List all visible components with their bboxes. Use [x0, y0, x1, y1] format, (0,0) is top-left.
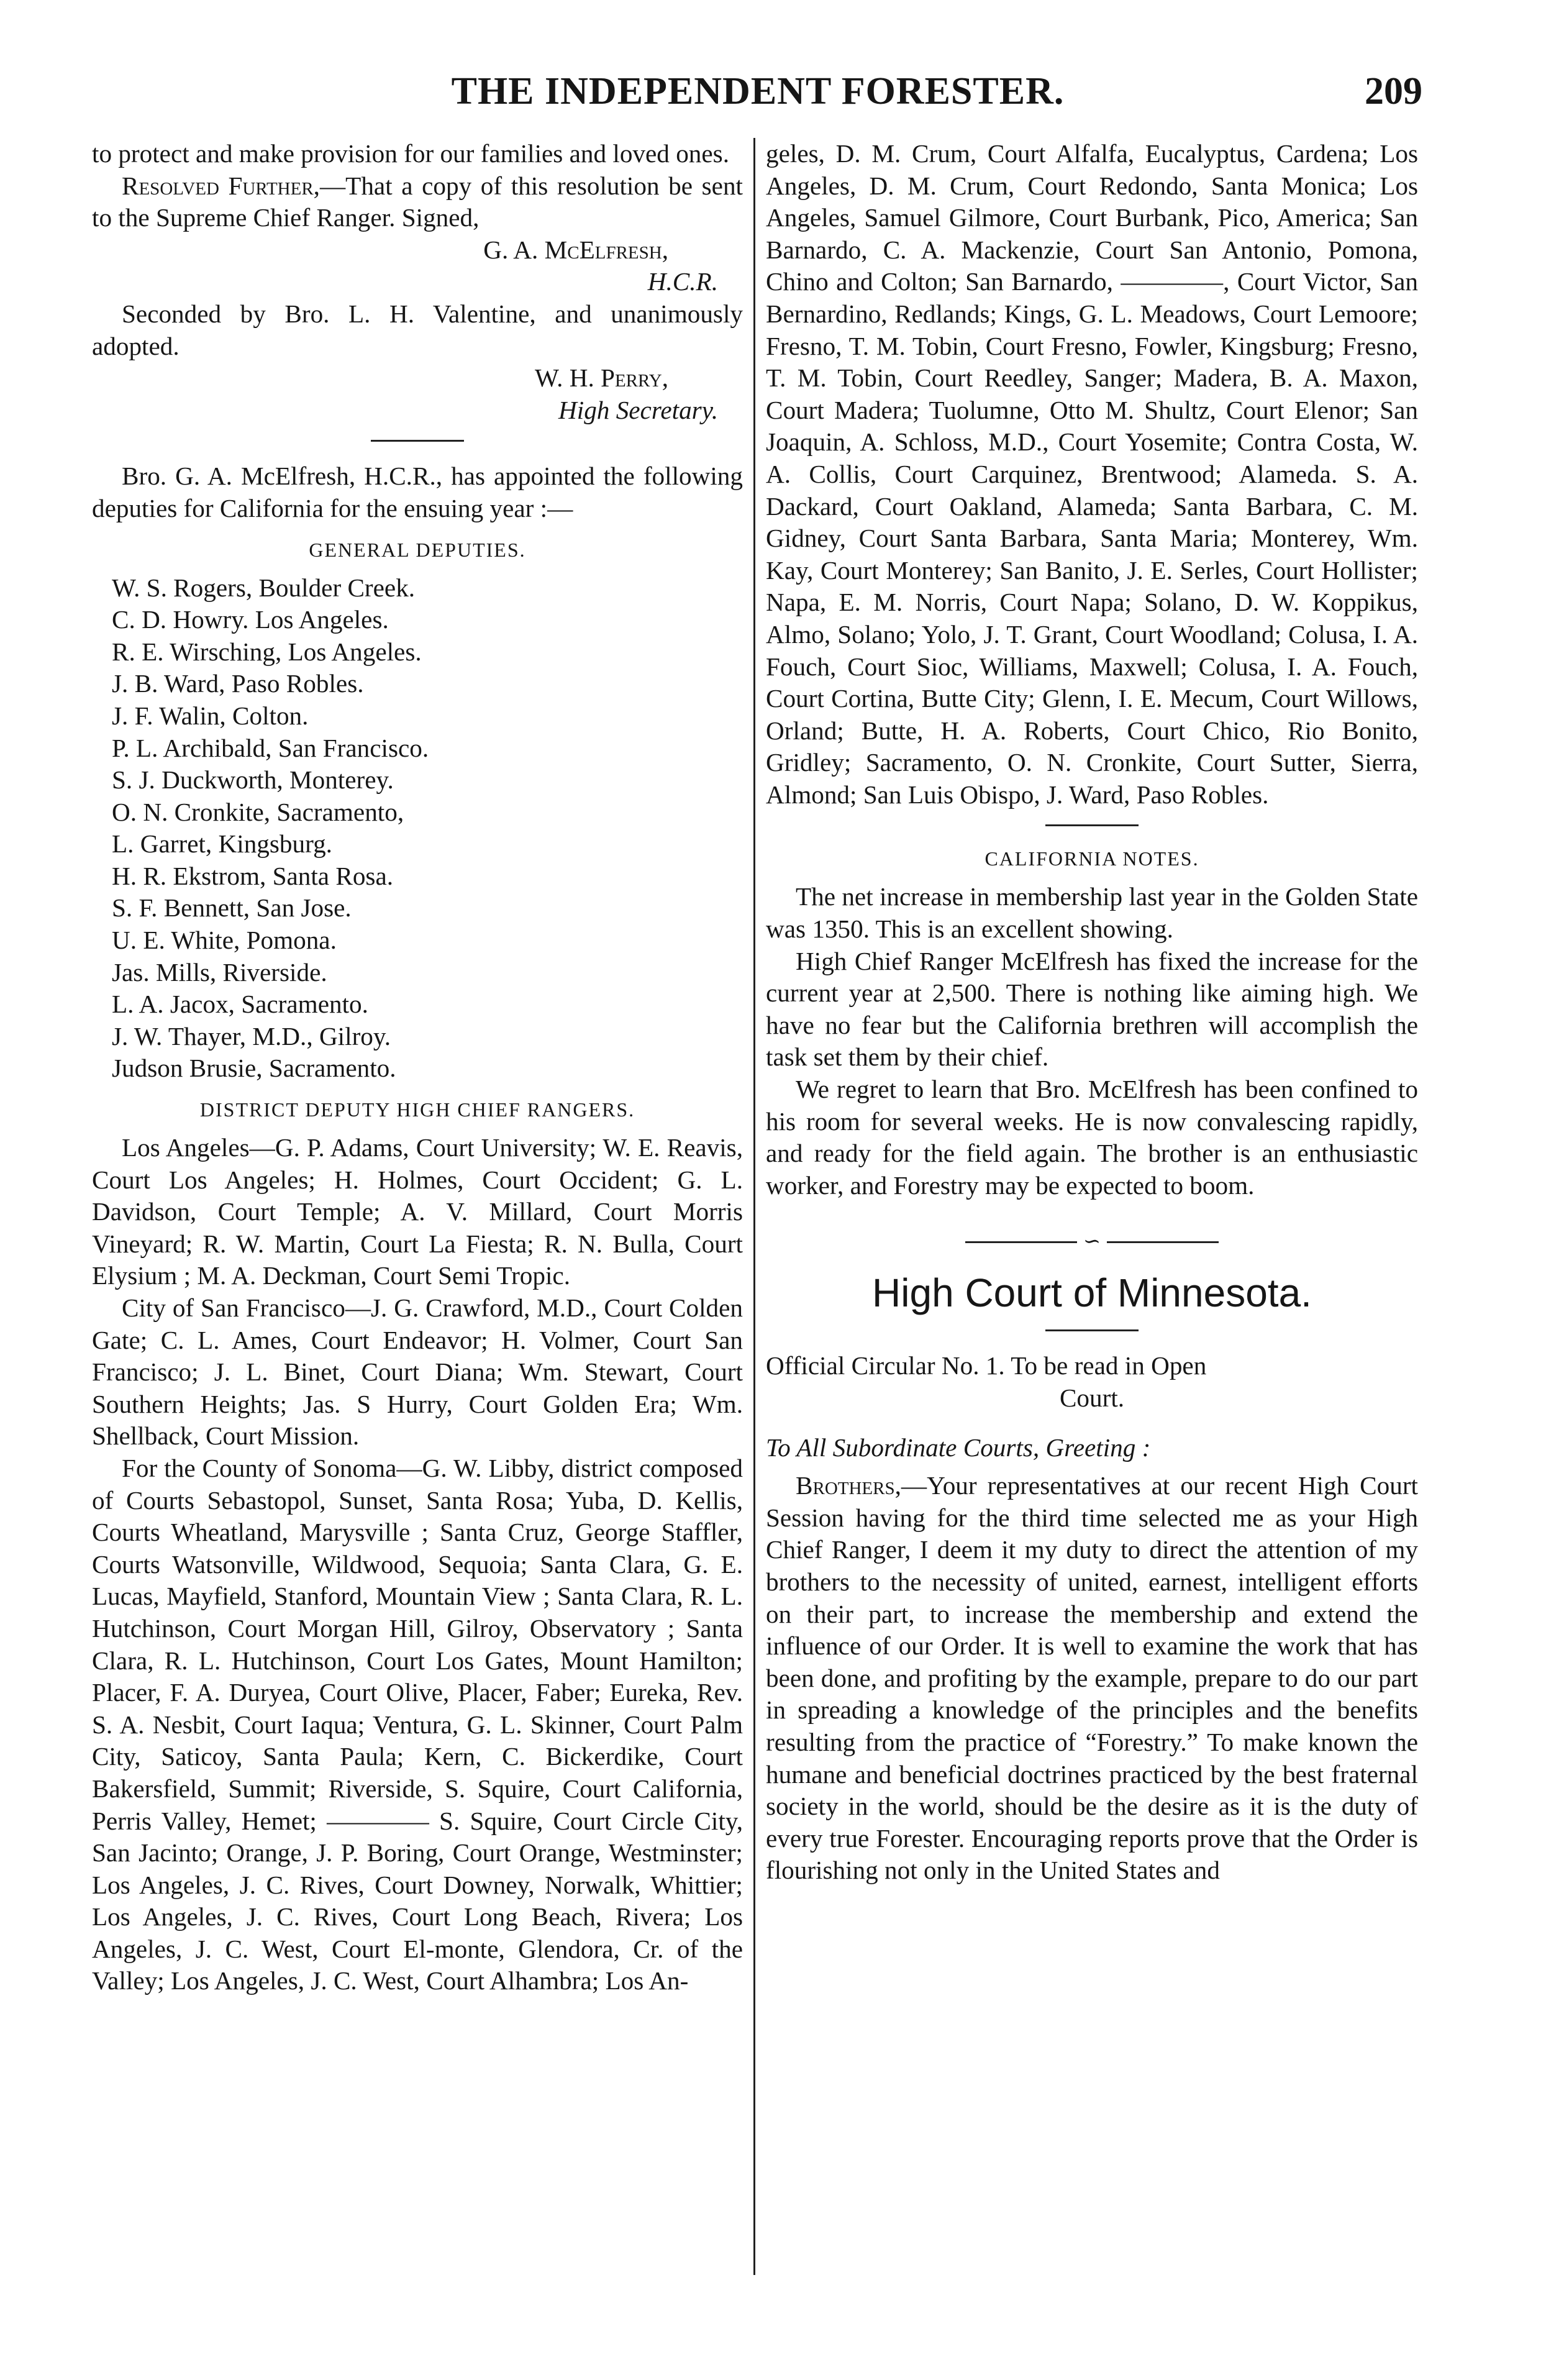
note-paragraph: We regret to learn that Bro. McElfresh has been confined to his room for several weeks. He is now convalescing rapidly, and ready for the field again. The brother is an enthusiastic worker, and Forestry may be expected to boom.	[766, 1075, 1418, 1200]
general-deputies-heading: GENERAL DEPUTIES.	[309, 538, 526, 561]
brothers-lead: Brothers,	[796, 1471, 901, 1500]
section-rule	[1045, 824, 1139, 826]
los-angeles-paragraph: Los Angeles—G. P. Adams, Court University; W. E. Reavis, Court Los Angeles; H. Holmes, Court Occident; G. L. Davidson, Court Temple; A. V. Millard, Court Morris Vineyard; R. W. Martin, Court La Fiesta; R. N. Bulla, Court Elysium ; M. A. Deckman, Court Semi Tropic.	[92, 1133, 743, 1290]
deputies-intro: Bro. G. A. McElfresh, H.C.R., has appointed the following deputies for California for the ensuing year :—	[92, 462, 743, 522]
list-item: Jas. Mills, Riverside.	[112, 957, 327, 987]
list-item: R. E. Wirsching, Los Angeles.	[112, 637, 422, 666]
salutation: To All Subordinate Courts, Greeting :	[766, 1433, 1151, 1462]
title-rule	[1045, 1329, 1139, 1331]
ornament-divider	[766, 1230, 1418, 1254]
circular-line-2: Court.	[1059, 1384, 1125, 1412]
sonoma-paragraph: For the County of Sonoma—G. W. Libby, district composed of Courts Sebastopol, Sunset, Santa Rosa; Yuba, D. Kellis, Courts Wheatland, Marysville ; Santa Cruz, George Staffler, Courts Watsonville, Wildwood, Sequoia; Santa Clara, G. E. Lucas, Mayfield, Stanford, Mountain View ; Santa Clara, R. L. Hutchinson, Court Morgan Hill, Gilroy, Observatory ; Santa Clara, R. L. Hutchinson, Court Los Gates, Mount Hamilton; Placer, F. A. Duryea, Court Olive, Placer, Faber; Eureka, Rev. S. A. Nesbit, Court Iaqua; Ventura, G. L. Skinner, Court Palm City, Saticoy, Santa Paula; Kern, C. Bickerdike, Court Bakersfield, Summit; Riverside, S. Squire, Court California, Perris Valley, Hemet; ———— S. Squire, Court Circle City, San Jacinto; Orange, J. P. Boring, Court Orange, Westminster; Los Angeles, J. C. Rives, Court Downey, Norwalk, Whittier; Los Angeles, J. C. Rives, Court Long Beach, Rivera; Los Angeles, J. C. West, Court El-monte, Glendora, Cr. of the Valley; Los Angeles, J. C. West, Court Alhambra; Los An-	[92, 1453, 743, 1995]
district-deputies-heading: DISTRICT DEPUTY HIGH CHIEF RANGERS.	[199, 1098, 635, 1121]
ornament-icon: ∽	[1083, 1230, 1101, 1254]
list-item: C. D. Howry. Los Angeles.	[112, 605, 389, 634]
list-item: J. F. Walin, Colton.	[112, 701, 309, 730]
list-item: S. F. Bennett, San Jose.	[112, 893, 352, 923]
right-column	[766, 138, 1418, 1887]
left-column	[92, 138, 743, 1997]
column-divider	[753, 138, 755, 2275]
list-item: H. R. Ekstrom, Santa Rosa.	[112, 861, 394, 890]
list-item: W. S. Rogers, Boulder Creek.	[112, 573, 416, 602]
list-item: L. Garret, Kingsburg.	[112, 829, 332, 859]
list-item: L. A. Jacox, Sacramento.	[112, 990, 368, 1019]
brothers-paragraph	[766, 1470, 1418, 1887]
list-item: U. E. White, Pomona.	[112, 926, 337, 955]
deputies-list	[92, 572, 743, 1085]
list-item: S. J. Duckworth, Monterey.	[112, 765, 394, 795]
circular-line: Official Circular No. 1. To be read in Open	[766, 1351, 1207, 1380]
brothers-text: —Your representatives at our recent High Court Session having for the third time selected me as your High Chief Ranger, I deem it my duty to direct the attention of my brothers to the necessity of united, earnest, intelligent efforts on their part, to increase the membership and extend the influence of our Order. It is well to examine the work that has been done, and profiting by the example, prepare to do our part in spreading a knowledge of the principles and the benefits resulting from the practice of “Forestry.” To make known the humane and beneficial doctrines practiced by the best fraternal society in the world, should be the desire as it is the duty of every true Forester. Encouraging reports prove that the Order is flourishing not only in the United States and	[766, 1471, 1418, 1885]
note-paragraph: The net increase in membership last year in the Golden State was 1350. This is an excellent showing.	[766, 882, 1418, 944]
signature-title: H.C.R.	[647, 267, 718, 296]
page-header	[93, 70, 1422, 125]
secretary-title: High Secretary.	[558, 395, 718, 424]
seconded-paragraph: Seconded by Bro. L. H. Valentine, and unanimously adopted.	[92, 299, 743, 360]
san-francisco-paragraph: City of San Francisco—J. G. Crawford, M.D., Court Colden Gate; C. L. Ames, Court Endeavor; H. Volmer, Court San Francisco; J. L. Binet, Court Diana; Wm. Stewart, Court Southern Heights; Jas. S Hurry, Court Golden Era; Wm. Shellback, Court Mission.	[92, 1293, 743, 1451]
secretary-name: W. H. Perry,	[535, 363, 668, 393]
list-item: Judson Brusie, Sacramento.	[112, 1054, 396, 1083]
resolved-lead: Resolved Further,	[122, 171, 320, 200]
running-title: THE INDEPENDENT FORESTER.	[451, 70, 1065, 112]
california-notes-heading: CALIFORNIA NOTES.	[984, 847, 1199, 870]
list-item: J. W. Thayer, M.D., Gilroy.	[112, 1021, 391, 1051]
opening-paragraph: to protect and make provision for our families and loved ones.	[92, 139, 729, 168]
article-title: High Court of Minnesota.	[872, 1270, 1312, 1316]
list-item: O. N. Cronkite, Sacramento,	[112, 797, 404, 826]
signature-name: G. A. McElfresh,	[483, 235, 668, 264]
resolution-paragraph	[92, 170, 743, 234]
page-number: 209	[1365, 70, 1422, 112]
list-item: P. L. Archibald, San Francisco.	[112, 733, 429, 762]
list-item: J. B. Ward, Paso Robles.	[112, 669, 364, 698]
section-rule	[371, 440, 464, 442]
resolved-text: —That a copy of this resolution be sent to the Supreme Chief Ranger. Signed,	[92, 171, 743, 232]
continued-paragraph: geles, D. M. Crum, Court Alfalfa, Eucalyptus, Cardena; Los Angeles, D. M. Crum, Court Redondo, Santa Monica; Los Angeles, Samuel Gilmore, Court Burbank, Pico, America; San Barnardo, C. A. Mackenzie, Court San Antonio, Pomona, Chino and Colton; San Barnardo, ————, Court Victor, San Bernardino, Redlands; Kings, G. L. Meadows, Court Lemoore; Fresno, T. M. Tobin, Court Fresno, Fowler, Kingsburg; Fresno, T. M. Tobin, Court Reedley, Sanger; Madera, B. A. Maxon, Court Madera; Tuolumne, Otto M. Shultz, Court Elenor; San Joaquin, A. Schloss, M.D., Court Yosemite; Contra Costa, W. A. Collis, Court Carquinez, Brentwood; Alameda. S. A. Dackard, Court Oakland, Alameda; Santa Barbara, C. M. Gidney, Court Santa Barbara, Santa Maria; Monterey, Wm. Kay, Court Monterey; San Banito, J. E. Serles, Court Hollister; Napa, E. M. Norris, Court Napa; Solano, D. W. Koppikus, Almo, Solano; Yolo, J. T. Grant, Court Woodland; Colusa, I. A. Fouch, Court Sioc, Williams, Maxwell; Colusa, I. A. Fouch, Court Cortina, Butte City; Glenn, I. E. Mecum, Court Willows, Orland; Butte, H. A. Roberts, Court Chico, Rio Bonito, Gridley; Sacramento, O. N. Cronkite, Court Sutter, Sierra, Almond; San Luis Obispo, J. Ward, Paso Robles.	[766, 139, 1418, 809]
note-paragraph: High Chief Ranger McElfresh has fixed the increase for the current year at 2,500. There is nothing like aiming high. We have no fear but the California brethren will accomplish the task set them by their chief.	[766, 946, 1418, 1072]
